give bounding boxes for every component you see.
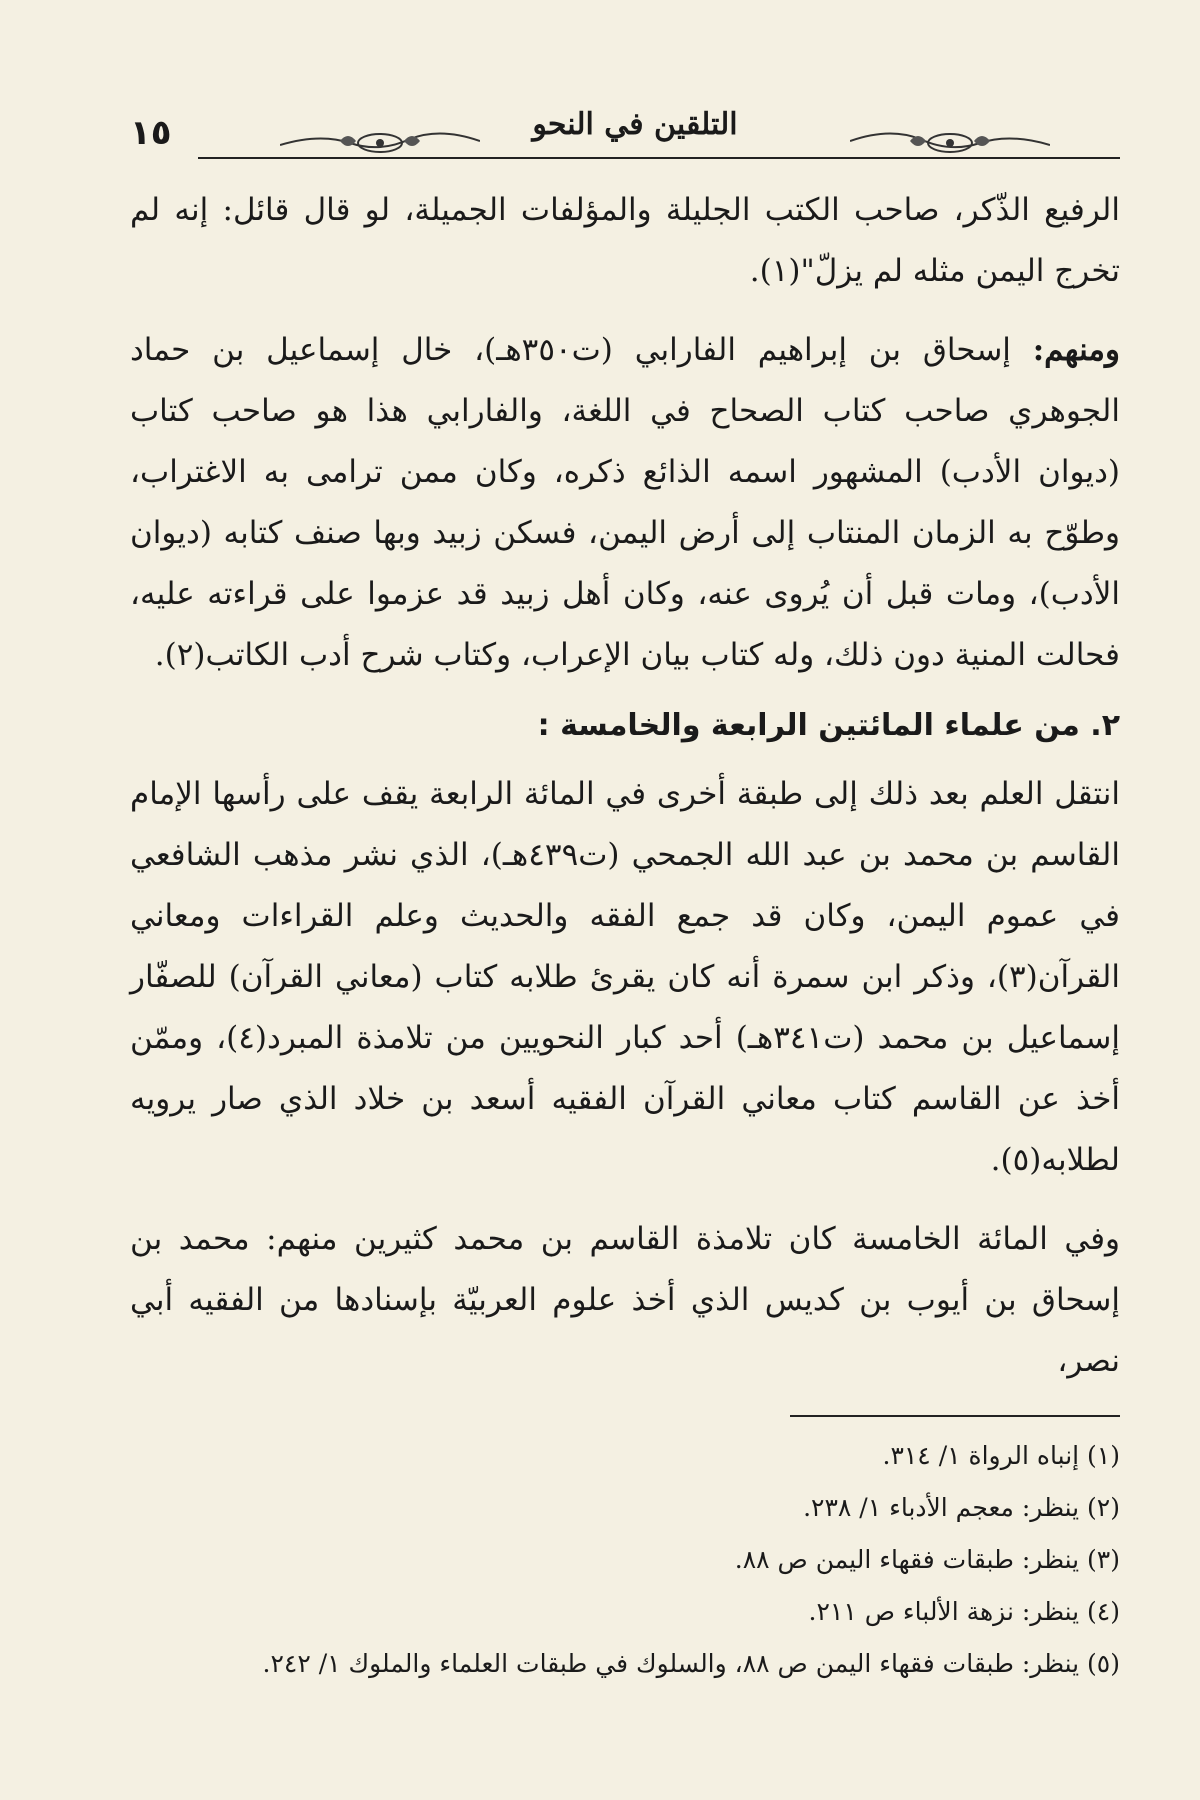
body-text [130,180,1120,1392]
footnote-2: (٢) ينظر: معجم الأدباء ١/ ٢٣٨. [803,1493,1120,1522]
paragraph-4: وفي المائة الخامسة كان تلامذة القاسم بن محمد كثيرين منهم: محمد بن إسحاق بن أيوب بن كديس الذي أخذ علوم العربيّة بإسنادها من الفقيه أبي نصر، [130,1221,1120,1379]
paragraph-2 [130,320,1120,686]
page-header [130,105,1120,175]
paragraph-2-lead: ومنهم: [1032,332,1120,368]
footnote-3: (٣) ينظر: طبقات فقهاء اليمن ص ٨٨. [734,1545,1120,1574]
section-heading: ٢. من علماء المائتين الرابعة والخامسة : [537,708,1120,743]
footnote-rule [790,1415,1120,1417]
page-number: ١٥ [130,113,172,153]
ornament-right [850,123,1050,159]
paragraph-2-text: إسحاق بن إبراهيم الفارابي (ت٣٥٠هـ)، خال إسماعيل بن حماد الجوهري صاحب كتاب الصحاح في اللغة، والفارابي هذا هو صاحب كتاب (ديوان الأدب) المشهور اسمه الذائع ذكره، وكان ممن ترامى به الاغتراب، وطوّح به الزمان المنتاب إلى أرض اليمن، فسكن زبيد وبها صنف كتابه (ديوان الأدب)، ومات قبل أن يُروى عنه، وكان أهل زبيد قد عزموا على قراءته عليه، فحالت المنية دون ذلك، وله كتاب بيان الإعراب، وكتاب شرح أدب الكاتب(٢). [130,332,1120,673]
running-title: التلقين في النحو [532,107,738,142]
paragraph-3: انتقل العلم بعد ذلك إلى طبقة أخرى في المائة الرابعة يقف على رأسها الإمام القاسم بن محمد بن عبد الله الجمحي (ت٤٣٩هـ)، الذي نشر مذهب الشافعي في عموم اليمن، وكان قد جمع الفقه والحديث وعلم القراءات ومعاني القرآن(٣)، وذكر ابن سمرة أنه كان يقرئ طلابه كتاب (معاني القرآن) للصفّار إسماعيل بن محمد (ت٣٤١هـ) أحد كبار النحويين من تلامذة المبرد(٤)، وممّن أخذ عن القاسم كتاب معاني القرآن الفقيه أسعد بن خلاد الذي صار يرويه لطلابه(٥). [130,776,1120,1178]
footnote-1: (١) إنباه الرواة ١/ ٣١٤. [882,1441,1120,1470]
header-rule [198,157,1120,159]
ornament-left [280,123,480,159]
footnote-5: (٥) ينظر: طبقات فقهاء اليمن ص ٨٨، والسلوك في طبقات العلماء والملوك ١/ ٢٤٢. [262,1649,1120,1678]
footnote-4: (٤) ينظر: نزهة الألباء ص ٢١١. [808,1597,1120,1626]
paragraph-1: الرفيع الذّكر، صاحب الكتب الجليلة والمؤلفات الجميلة، لو قال قائل: إنه لم تخرج اليمن مثله لم يزلّ"(١). [130,192,1120,289]
footnotes [130,1430,1120,1690]
